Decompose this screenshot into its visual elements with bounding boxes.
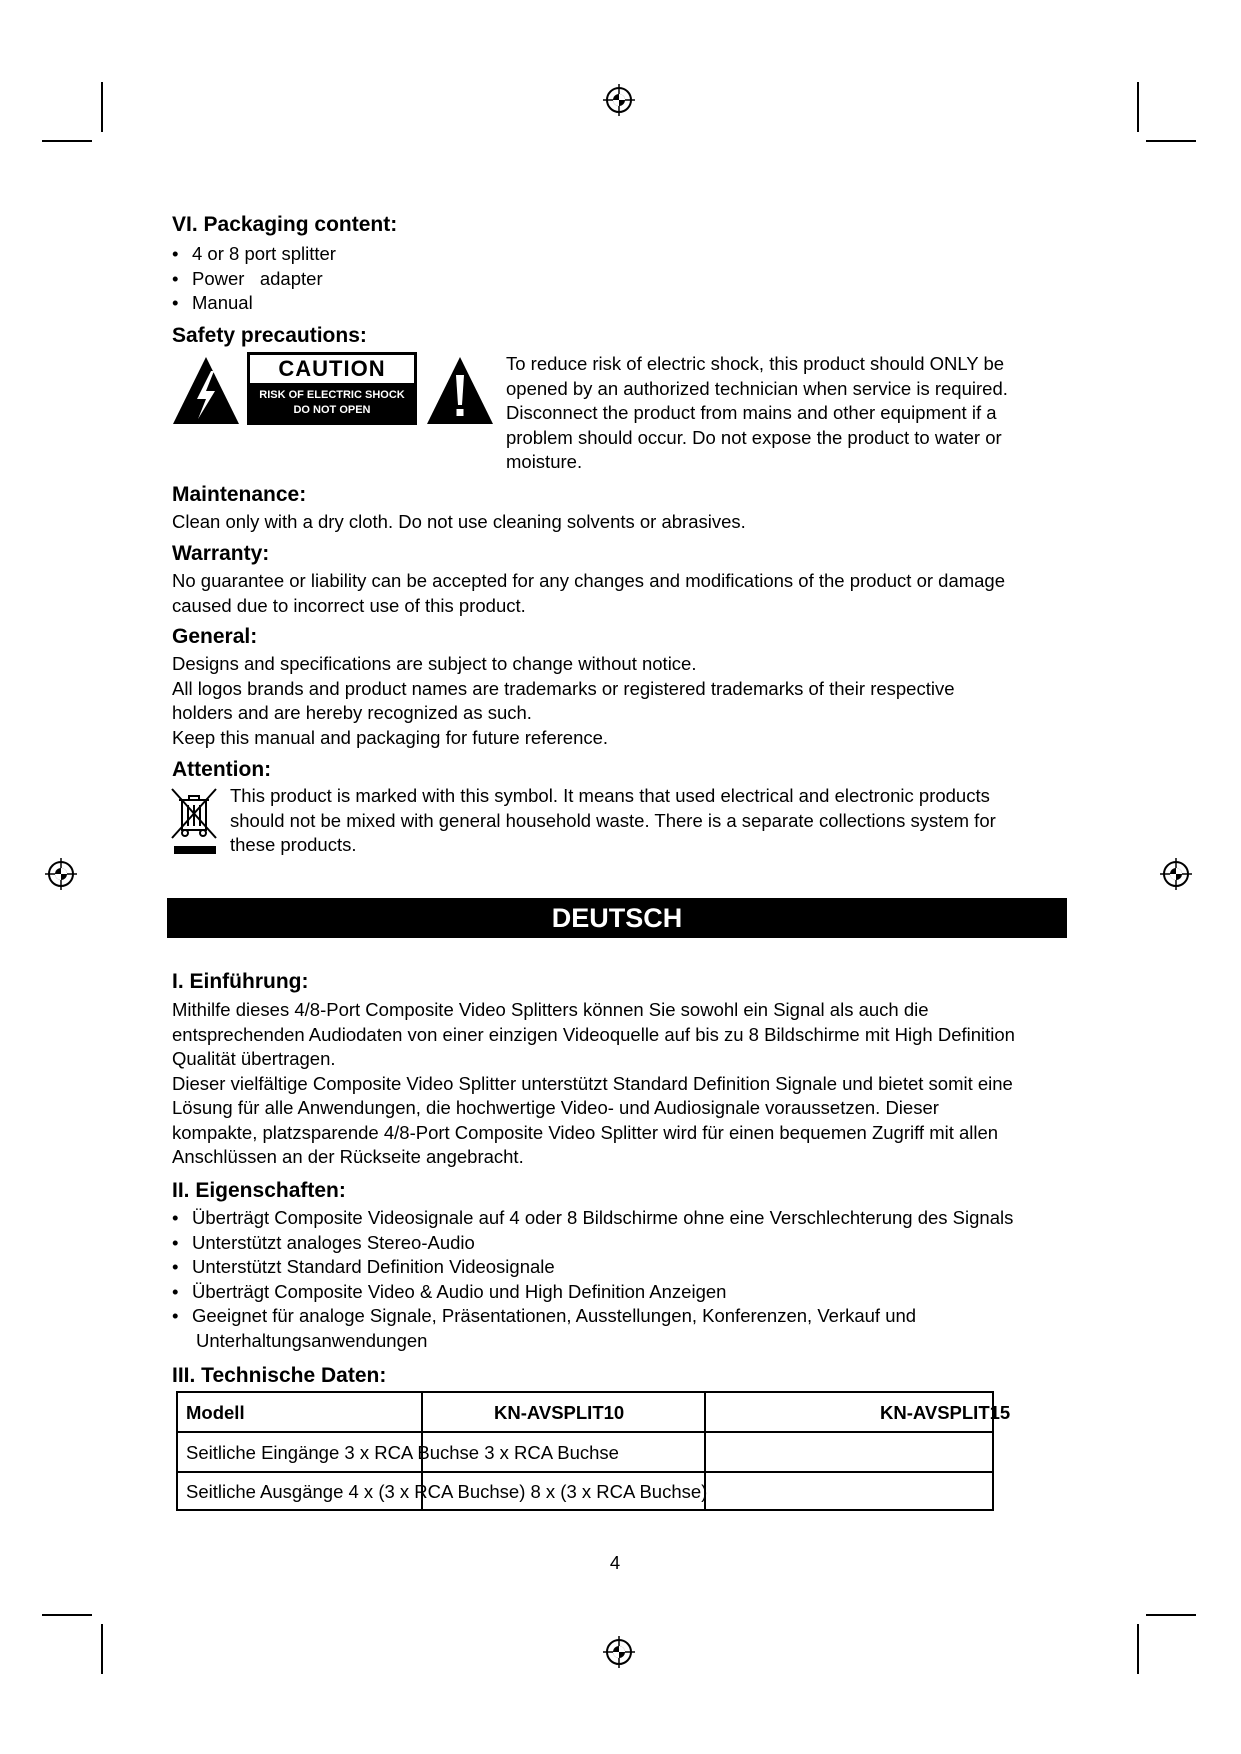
table-header-modell: Modell <box>186 1402 245 1423</box>
safety-line: To reduce risk of electric shock, this product should ONLY be <box>506 353 1005 374</box>
crop-mark-tl-vertical <box>101 82 103 132</box>
general-line: Keep this manual and packaging for future reference. <box>172 726 609 748</box>
list-item <box>172 1304 1013 1353</box>
spec-table <box>176 1391 1011 1511</box>
warranty-line: No guarantee or liability can be accepted for any changes and modifications of the product or damage <box>172 570 1006 591</box>
maintenance-heading: Maintenance: <box>172 483 307 506</box>
list-item: • Manual <box>172 291 336 316</box>
table-row: Seitliche Eingänge 3 x RCA Buchse 3 x RCA Buchse <box>186 1442 619 1463</box>
list-item <box>172 267 336 292</box>
list-item: • Unterstützt analoges Stereo-Audio <box>172 1231 1013 1256</box>
table-header-kn-avsplit10: KN-AVSPLIT10 <box>494 1402 625 1423</box>
eigenschaften-heading: II. Eigenschaften: <box>172 1179 346 1202</box>
crop-mark-br-vertical <box>1137 1624 1139 1674</box>
crop-mark-tr-vertical <box>1137 82 1139 132</box>
language-banner: DEUTSCH <box>167 898 1067 938</box>
page-number: 4 <box>609 1552 621 1573</box>
list-item: • 4 or 8 port splitter <box>172 242 336 267</box>
warranty-text <box>172 569 1005 618</box>
registration-mark-top-icon <box>603 84 635 116</box>
einfuehrung-line: Lösung für alle Anwendungen, die hochwertige Video- und Audiosignale voraussetzen. Dieser <box>172 1097 939 1118</box>
attention-line: should not be mixed with general household waste. There is a separate collections system for <box>230 809 996 831</box>
table-rule <box>704 1393 706 1431</box>
crop-mark-br-horizontal <box>1146 1614 1196 1616</box>
einfuehrung-text <box>172 998 1015 1170</box>
registration-mark-left-icon <box>45 858 77 890</box>
einfuehrung-line: Mithilfe dieses 4/8-Port Composite Video Splitters können Sie sowohl ein Signal als auch die <box>172 999 929 1020</box>
general-heading: General: <box>172 625 258 648</box>
warranty-line: caused due to incorrect use of this product. <box>172 594 526 616</box>
general-line: holders and are hereby recognized as such. <box>172 702 532 723</box>
lightning-warning-icon <box>171 355 241 426</box>
crop-mark-tr-horizontal <box>1146 140 1196 142</box>
table-row: Seitliche Ausgänge 4 x (3 x RCA Buchse) 8 x (3 x RCA Buchse) <box>186 1481 708 1502</box>
einfuehrung-line: kompakte, platzsparende 4/8-Port Composite Video Splitter wird für einen bequemen Zugriff mit allen <box>172 1121 999 1143</box>
maintenance-text: Clean only with a dry cloth. Do not use cleaning solvents or abrasives. <box>172 511 746 532</box>
warranty-heading: Warranty: <box>172 542 270 565</box>
general-line: Designs and specifications are subject to change without notice. <box>172 653 697 674</box>
list-item: • Überträgt Composite Video & Audio und High Definition Anzeigen <box>172 1280 1013 1305</box>
attention-text <box>230 784 996 858</box>
list-item: • Unterstützt Standard Definition Videosignale <box>172 1255 1013 1280</box>
list-item-text: Geeignet für analoge Signale, Präsentationen, Ausstellungen, Konferenzen, Verkauf und <box>192 1305 917 1326</box>
einfuehrung-line: Dieser vielfältige Composite Video Splitter unterstützt Standard Definition Signale und bietet somit eine <box>172 1072 1013 1094</box>
packaging-heading: VI. Packaging content: <box>172 213 398 236</box>
caution-label <box>247 352 417 425</box>
crop-mark-bl-vertical <box>101 1624 103 1674</box>
eigenschaften-list <box>172 1206 1013 1353</box>
einfuehrung-line: entsprechenden Audiodaten von einer einzigen Videoquelle auf bis zu 8 Bildschirme mit High Definition <box>172 1023 1015 1045</box>
table-rule <box>178 1431 992 1433</box>
list-item-text: Power adapter <box>192 267 323 289</box>
packaging-list <box>172 242 336 316</box>
einfuehrung-line: Qualität übertragen. <box>172 1048 336 1069</box>
exclamation-warning-icon <box>425 355 495 426</box>
safety-line: opened by an authorized technician when service is required. <box>506 377 1008 399</box>
caution-line-2: DO NOT OPEN <box>293 404 371 416</box>
technische-heading: III. Technische Daten: <box>172 1364 387 1387</box>
safety-line: Disconnect the product from mains and other equipment if a <box>506 402 997 423</box>
einfuehrung-heading: I. Einführung: <box>172 970 309 993</box>
safety-text <box>506 352 1008 475</box>
attention-heading: Attention: <box>172 758 272 781</box>
einfuehrung-line: Anschlüssen an der Rückseite angebracht. <box>172 1146 524 1167</box>
table-header-kn-avsplit15: KN-AVSPLIT15 <box>880 1402 1011 1423</box>
general-line: All logos brands and product names are trademarks or registered trademarks of their respective <box>172 677 955 699</box>
safety-line: moisture. <box>506 451 583 472</box>
registration-mark-right-icon <box>1160 858 1192 890</box>
general-text <box>172 652 955 750</box>
list-item: • Überträgt Composite Videosignale auf 4 oder 8 Bildschirme ohne eine Verschlechterung des Signals <box>172 1206 1013 1231</box>
weee-crossed-bin-icon <box>170 786 220 856</box>
table-rule <box>178 1471 992 1473</box>
safety-heading: Safety precautions: <box>172 324 367 347</box>
attention-line: these products. <box>230 834 357 855</box>
caution-title: CAUTION <box>250 355 414 383</box>
crop-mark-tl-horizontal <box>42 140 92 142</box>
safety-line: problem should occur. Do not expose the product to water or <box>506 426 1002 448</box>
list-item-continuation: Unterhaltungsanwendungen <box>196 1329 428 1351</box>
crop-mark-bl-horizontal <box>42 1614 92 1616</box>
caution-line-1: RISK OF ELECTRIC SHOCK <box>259 389 405 401</box>
registration-mark-bottom-icon <box>603 1636 635 1668</box>
attention-line: This product is marked with this symbol. It means that used electrical and electronic products <box>230 785 990 806</box>
